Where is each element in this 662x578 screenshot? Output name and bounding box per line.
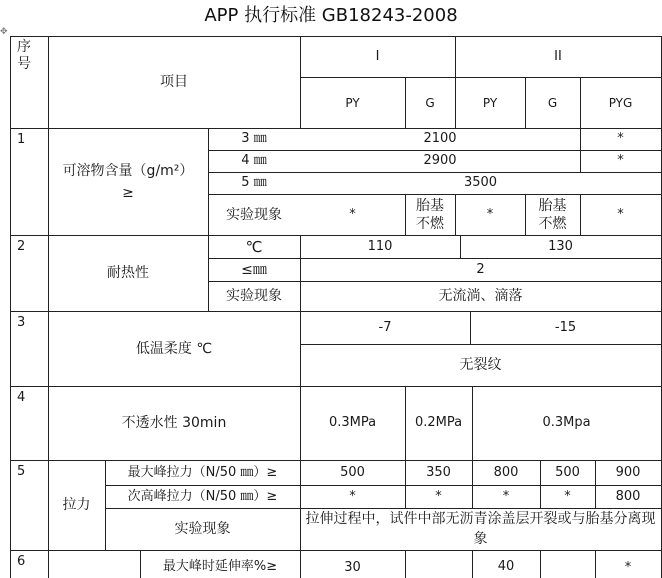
pressure-g-i: 0.2MPa — [414, 415, 463, 430]
row-name: 低温柔度 ℃ — [135, 340, 213, 357]
header-col-g-i: G — [425, 95, 435, 110]
observation-label: 实验现象 — [226, 288, 282, 304]
second-force-label: 次高峰拉力（N/50 ㎜）≥ — [127, 488, 278, 504]
observation-g-ii: 胎基 不燃 — [538, 197, 567, 232]
elongation-ii: 40 — [497, 558, 515, 574]
observation-text: 无流淌、滴落 — [438, 288, 523, 304]
max-force-label: 最大峰拉力（N/50 ㎜）≥ — [127, 464, 278, 480]
row-number: 1 — [17, 132, 26, 147]
pressure-ii: 0.3Mpa — [542, 415, 591, 430]
header-group-ii: II — [554, 48, 562, 64]
elongation-label: 最大峰时延伸率%≥ — [162, 558, 278, 574]
elongation-i: 30 — [344, 559, 361, 575]
header-group-i: I — [375, 48, 380, 64]
second-force-py-i: * — [349, 488, 356, 504]
header-col-pyg: PYG — [608, 95, 633, 110]
observation-label: 实验现象 — [174, 521, 231, 537]
thickness-4mm: 4 ㎜ — [241, 153, 267, 168]
header-seq: 序 号 — [17, 39, 31, 72]
row-name: 可溶物含量（g/m²） ≥ — [62, 162, 194, 201]
value-4mm-pyg: * — [617, 153, 624, 168]
observation-py-ii: * — [486, 206, 494, 222]
value-3mm: 2100 — [423, 131, 457, 146]
thickness-3mm: 3 ㎜ — [241, 131, 267, 146]
temp-ii: 130 — [548, 238, 573, 254]
row-name: 不透水性 30min — [121, 415, 227, 431]
header-col-py-i: PY — [345, 95, 360, 110]
observation-py-i: * — [349, 206, 356, 222]
elongation-pyg: * — [624, 559, 632, 575]
second-force-g-i: * — [435, 488, 442, 504]
pressure-py-i: 0.3MPa — [328, 415, 377, 430]
temp-ii: -15 — [554, 319, 577, 335]
value-3mm-pyg: * — [617, 131, 624, 146]
table-rule — [540, 550, 541, 578]
max-force-py-i: 500 — [340, 464, 365, 480]
table-rule — [405, 550, 406, 578]
value-5mm: 3500 — [463, 175, 498, 190]
row-number: 3 — [17, 315, 26, 330]
max-force-g-ii: 500 — [555, 464, 580, 480]
second-force-py-ii: * — [502, 488, 510, 504]
thickness-5mm: 5 ㎜ — [241, 175, 267, 190]
observation-g-i: 胎基 不燃 — [416, 197, 444, 232]
row-number: 2 — [17, 239, 26, 254]
observation-pyg: * — [617, 206, 624, 222]
unit-mm: ≤㎜ — [241, 261, 267, 278]
header-col-g-ii: G — [547, 95, 558, 110]
value-4mm: 2900 — [423, 153, 457, 168]
result-text: 无裂纹 — [459, 357, 502, 373]
temp-i: -7 — [378, 319, 392, 335]
second-force-pyg: 800 — [615, 488, 641, 504]
unit-celsius: ℃ — [245, 237, 263, 256]
observation-label: 实验现象 — [226, 206, 282, 223]
header-col-py-ii: PY — [482, 95, 498, 110]
max-force-py-ii: 800 — [493, 464, 519, 480]
row-number: 4 — [17, 390, 26, 405]
second-force-g-ii: * — [564, 488, 571, 504]
max-force-pyg: 900 — [615, 464, 641, 480]
row-number: 5 — [17, 464, 26, 479]
temp-i: 110 — [367, 238, 393, 254]
observation-text: 拉伸过程中，试件中部无沥青涂盖层开裂或与胎基分离现象 — [305, 511, 656, 547]
row-number: 6 — [17, 554, 26, 569]
row-name: 拉力 — [62, 497, 91, 513]
max-force-g-i: 350 — [426, 464, 451, 480]
flow-mm: 2 — [476, 261, 485, 277]
header-item: 项目 — [160, 74, 188, 90]
page-title: APP 执行标准 GB18243-2008 — [204, 5, 458, 26]
table-move-icon[interactable]: ✥ — [0, 27, 8, 37]
row-name: 耐热性 — [107, 265, 149, 281]
